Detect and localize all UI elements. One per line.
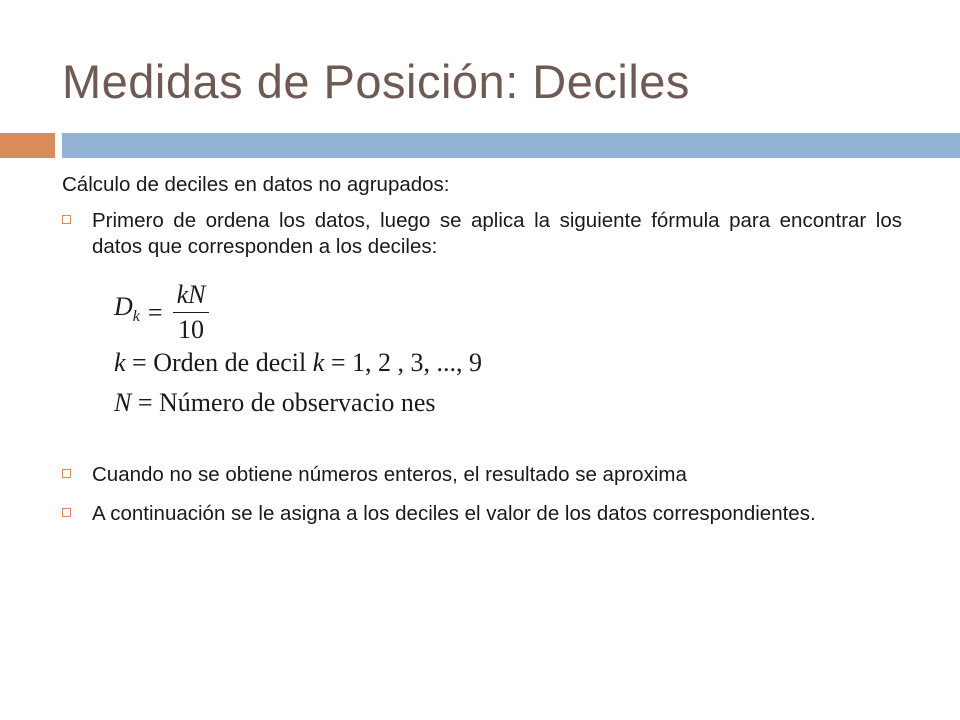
formula-k-range: = 1, 2 , 3, ..., 9 [324,348,482,377]
formula-line-k [114,350,482,376]
formula-k-def: = Orden de decil [125,348,313,377]
formula-k-var2: k [312,348,325,377]
accent-bar-right [62,133,960,158]
slide-content [62,172,902,527]
bullet-text-3: A continuación se le asigna a los deciles el valor de los datos correspondientes. [92,502,816,525]
bullet-text-2: Cuando no se obtiene números enteros, el resultado se aproxima [92,463,687,486]
slide-title: Medidas de Posición: Deciles [62,55,690,108]
bullet-item-1 [62,208,902,260]
formula-line-n [114,390,436,416]
formula-fraction [173,280,210,345]
hollow-square-icon [62,469,71,478]
formula-numerator: kN [173,280,210,313]
accent-bar-left [0,133,55,158]
bullet-text-1: Primero de ordena los datos, luego se aplica la siguiente fórmula para encontrar los datos que corresponden a los deciles: [92,209,902,258]
formula-k-var: k [114,348,126,377]
formula-n-def: = Número de observacio nes [131,388,436,417]
formula-lhs-symbol: D [114,292,133,322]
intro-text: Cálculo de deciles en datos no agrupados: [62,173,450,196]
hollow-square-icon [62,215,71,224]
decile-formula [114,272,902,432]
bullet-item-2 [62,462,902,488]
hollow-square-icon [62,508,71,517]
formula-lhs [114,294,140,330]
formula-denominator: 10 [178,315,204,344]
formula-equals: = [147,297,163,327]
formula-lhs-subscript: k [132,308,140,326]
bullet-item-3 [62,501,902,527]
formula-n-var: N [114,388,132,417]
formula-line-decile [114,280,209,345]
